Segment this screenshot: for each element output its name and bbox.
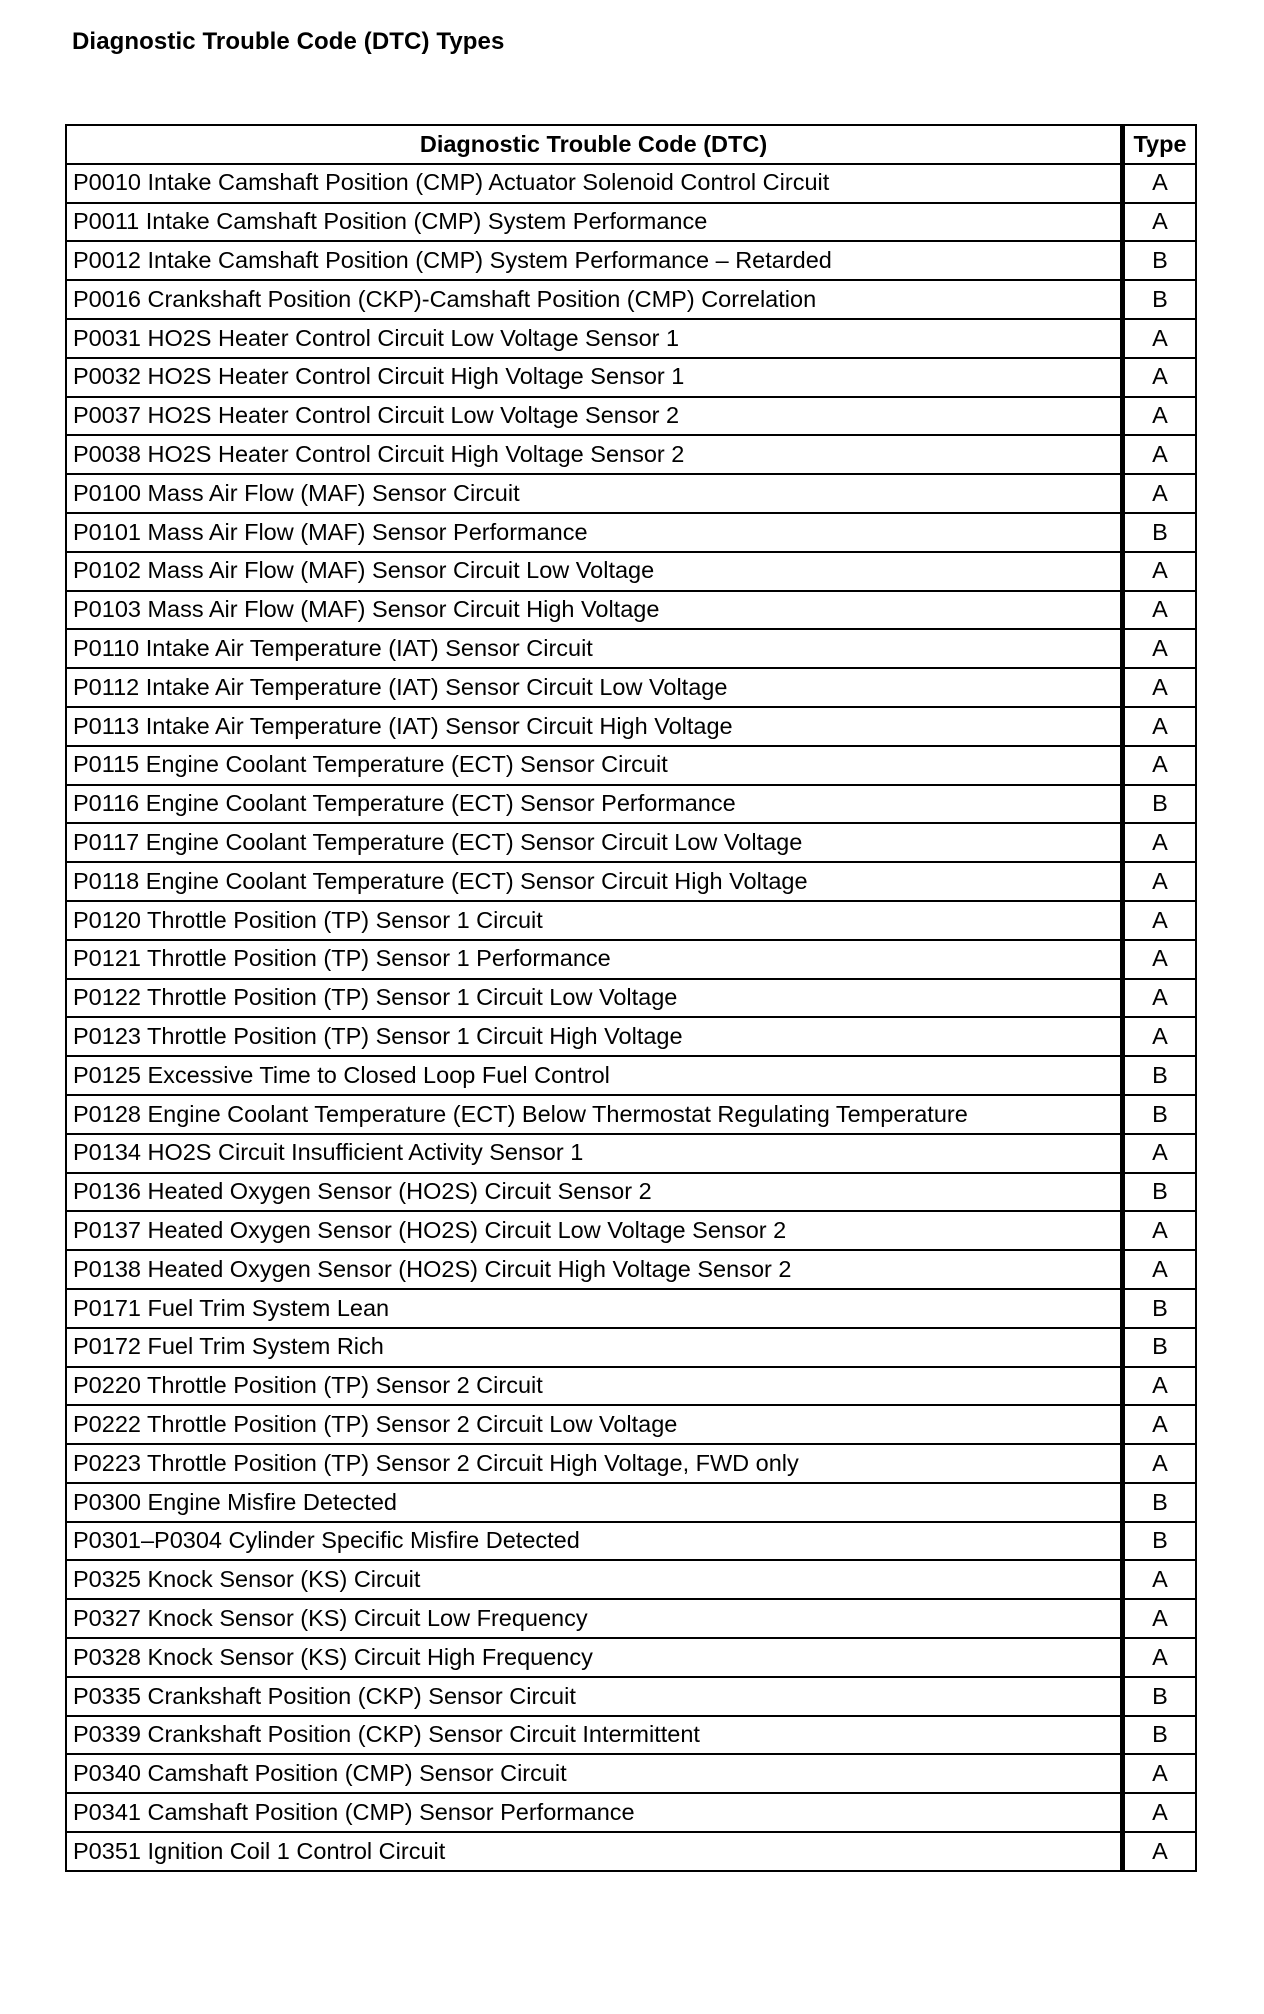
type-cell: A xyxy=(1123,629,1197,668)
type-cell: A xyxy=(1123,474,1197,513)
dtc-cell: P0137 Heated Oxygen Sensor (HO2S) Circuit Low Voltage Sensor 2 xyxy=(66,1211,1123,1250)
dtc-cell: P0116 Engine Coolant Temperature (ECT) Sensor Performance xyxy=(66,785,1123,824)
type-cell: B xyxy=(1123,1716,1197,1755)
table-row xyxy=(66,862,1196,901)
table-row xyxy=(66,319,1196,358)
table-row xyxy=(66,241,1196,280)
type-cell: A xyxy=(1123,979,1197,1018)
table-row xyxy=(66,1405,1196,1444)
type-cell: A xyxy=(1123,1754,1197,1793)
table-row xyxy=(66,1095,1196,1134)
dtc-cell: P0223 Throttle Position (TP) Sensor 2 Circuit High Voltage, FWD only xyxy=(66,1444,1123,1483)
dtc-cell: P0100 Mass Air Flow (MAF) Sensor Circuit xyxy=(66,474,1123,513)
dtc-cell: P0038 HO2S Heater Control Circuit High Voltage Sensor 2 xyxy=(66,435,1123,474)
table-row xyxy=(66,1017,1196,1056)
dtc-cell: P0010 Intake Camshaft Position (CMP) Actuator Solenoid Control Circuit xyxy=(66,164,1123,203)
type-cell: A xyxy=(1123,901,1197,940)
table-row xyxy=(66,552,1196,591)
table-row xyxy=(66,474,1196,513)
table-row xyxy=(66,1328,1196,1367)
table-row xyxy=(66,358,1196,397)
dtc-cell: P0339 Crankshaft Position (CKP) Sensor Circuit Intermittent xyxy=(66,1716,1123,1755)
dtc-cell: P0122 Throttle Position (TP) Sensor 1 Circuit Low Voltage xyxy=(66,979,1123,1018)
type-cell: A xyxy=(1123,397,1197,436)
type-cell: A xyxy=(1123,1638,1197,1677)
dtc-cell: P0011 Intake Camshaft Position (CMP) System Performance xyxy=(66,203,1123,242)
dtc-cell: P0101 Mass Air Flow (MAF) Sensor Performance xyxy=(66,513,1123,552)
table-row xyxy=(66,1793,1196,1832)
table-row xyxy=(66,1832,1196,1871)
type-cell: A xyxy=(1123,862,1197,901)
type-cell: B xyxy=(1123,1173,1197,1212)
type-cell: B xyxy=(1123,280,1197,319)
type-cell: A xyxy=(1123,940,1197,979)
table-header-row xyxy=(66,125,1196,164)
type-cell: A xyxy=(1123,1793,1197,1832)
type-cell: A xyxy=(1123,1134,1197,1173)
type-cell: A xyxy=(1123,746,1197,785)
table-row xyxy=(66,940,1196,979)
type-cell: B xyxy=(1123,513,1197,552)
table-row xyxy=(66,1716,1196,1755)
type-cell: A xyxy=(1123,707,1197,746)
table-row xyxy=(66,746,1196,785)
table-row xyxy=(66,1367,1196,1406)
type-cell: B xyxy=(1123,1677,1197,1716)
type-cell: A xyxy=(1123,1599,1197,1638)
dtc-cell: P0117 Engine Coolant Temperature (ECT) Sensor Circuit Low Voltage xyxy=(66,823,1123,862)
table-row xyxy=(66,1444,1196,1483)
dtc-table xyxy=(65,124,1197,1872)
dtc-cell: P0102 Mass Air Flow (MAF) Sensor Circuit Low Voltage xyxy=(66,552,1123,591)
type-cell: A xyxy=(1123,591,1197,630)
table-row xyxy=(66,1056,1196,1095)
type-cell: B xyxy=(1123,1328,1197,1367)
table-row xyxy=(66,785,1196,824)
dtc-cell: P0110 Intake Air Temperature (IAT) Sensor Circuit xyxy=(66,629,1123,668)
type-cell: A xyxy=(1123,1832,1197,1871)
type-cell: A xyxy=(1123,164,1197,203)
table-row xyxy=(66,1638,1196,1677)
column-header-dtc: Diagnostic Trouble Code (DTC) xyxy=(66,125,1123,164)
dtc-cell: P0125 Excessive Time to Closed Loop Fuel Control xyxy=(66,1056,1123,1095)
dtc-cell: P0138 Heated Oxygen Sensor (HO2S) Circuit High Voltage Sensor 2 xyxy=(66,1250,1123,1289)
table-row xyxy=(66,823,1196,862)
type-cell: A xyxy=(1123,319,1197,358)
table-row xyxy=(66,1289,1196,1328)
dtc-cell: P0171 Fuel Trim System Lean xyxy=(66,1289,1123,1328)
dtc-cell: P0327 Knock Sensor (KS) Circuit Low Frequency xyxy=(66,1599,1123,1638)
dtc-cell: P0340 Camshaft Position (CMP) Sensor Circuit xyxy=(66,1754,1123,1793)
dtc-cell: P0134 HO2S Circuit Insufficient Activity Sensor 1 xyxy=(66,1134,1123,1173)
table-row xyxy=(66,1134,1196,1173)
dtc-cell: P0032 HO2S Heater Control Circuit High Voltage Sensor 1 xyxy=(66,358,1123,397)
dtc-cell: P0325 Knock Sensor (KS) Circuit xyxy=(66,1560,1123,1599)
table-row xyxy=(66,1173,1196,1212)
table-row xyxy=(66,1754,1196,1793)
dtc-cell: P0120 Throttle Position (TP) Sensor 1 Circuit xyxy=(66,901,1123,940)
table-row xyxy=(66,164,1196,203)
table-row xyxy=(66,707,1196,746)
dtc-cell: P0031 HO2S Heater Control Circuit Low Voltage Sensor 1 xyxy=(66,319,1123,358)
dtc-cell: P0113 Intake Air Temperature (IAT) Sensor Circuit High Voltage xyxy=(66,707,1123,746)
dtc-cell: P0136 Heated Oxygen Sensor (HO2S) Circuit Sensor 2 xyxy=(66,1173,1123,1212)
dtc-cell: P0012 Intake Camshaft Position (CMP) System Performance – Retarded xyxy=(66,241,1123,280)
type-cell: A xyxy=(1123,1560,1197,1599)
page-title: Diagnostic Trouble Code (DTC) Types xyxy=(72,28,505,55)
dtc-cell: P0220 Throttle Position (TP) Sensor 2 Circuit xyxy=(66,1367,1123,1406)
table-row xyxy=(66,1250,1196,1289)
table-row xyxy=(66,1211,1196,1250)
dtc-cell: P0172 Fuel Trim System Rich xyxy=(66,1328,1123,1367)
type-cell: A xyxy=(1123,1405,1197,1444)
type-cell: A xyxy=(1123,668,1197,707)
dtc-cell: P0128 Engine Coolant Temperature (ECT) Below Thermostat Regulating Temperature xyxy=(66,1095,1123,1134)
dtc-cell: P0118 Engine Coolant Temperature (ECT) Sensor Circuit High Voltage xyxy=(66,862,1123,901)
type-cell: B xyxy=(1123,1483,1197,1522)
type-cell: B xyxy=(1123,1289,1197,1328)
table-row xyxy=(66,668,1196,707)
type-cell: B xyxy=(1123,1522,1197,1561)
dtc-cell: P0335 Crankshaft Position (CKP) Sensor Circuit xyxy=(66,1677,1123,1716)
table-row xyxy=(66,203,1196,242)
type-cell: B xyxy=(1123,785,1197,824)
table-row xyxy=(66,513,1196,552)
table-row xyxy=(66,435,1196,474)
dtc-cell: P0016 Crankshaft Position (CKP)-Camshaft Position (CMP) Correlation xyxy=(66,280,1123,319)
type-cell: A xyxy=(1123,1211,1197,1250)
dtc-cell: P0037 HO2S Heater Control Circuit Low Voltage Sensor 2 xyxy=(66,397,1123,436)
table-row xyxy=(66,397,1196,436)
table-row xyxy=(66,591,1196,630)
type-cell: B xyxy=(1123,1056,1197,1095)
dtc-cell: P0121 Throttle Position (TP) Sensor 1 Performance xyxy=(66,940,1123,979)
table-row xyxy=(66,979,1196,1018)
dtc-cell: P0300 Engine Misfire Detected xyxy=(66,1483,1123,1522)
dtc-cell: P0115 Engine Coolant Temperature (ECT) Sensor Circuit xyxy=(66,746,1123,785)
type-cell: B xyxy=(1123,241,1197,280)
table-row xyxy=(66,1599,1196,1638)
dtc-cell: P0112 Intake Air Temperature (IAT) Sensor Circuit Low Voltage xyxy=(66,668,1123,707)
table-row xyxy=(66,1522,1196,1561)
dtc-cell: P0341 Camshaft Position (CMP) Sensor Performance xyxy=(66,1793,1123,1832)
table-row xyxy=(66,901,1196,940)
dtc-cell: P0222 Throttle Position (TP) Sensor 2 Circuit Low Voltage xyxy=(66,1405,1123,1444)
table-row xyxy=(66,629,1196,668)
dtc-cell: P0103 Mass Air Flow (MAF) Sensor Circuit High Voltage xyxy=(66,591,1123,630)
type-cell: A xyxy=(1123,358,1197,397)
table-row xyxy=(66,280,1196,319)
type-cell: A xyxy=(1123,823,1197,862)
table-row xyxy=(66,1677,1196,1716)
type-cell: A xyxy=(1123,435,1197,474)
table-body xyxy=(66,164,1196,1871)
table-row xyxy=(66,1560,1196,1599)
dtc-cell: P0123 Throttle Position (TP) Sensor 1 Circuit High Voltage xyxy=(66,1017,1123,1056)
type-cell: A xyxy=(1123,552,1197,591)
type-cell: B xyxy=(1123,1095,1197,1134)
type-cell: A xyxy=(1123,203,1197,242)
type-cell: A xyxy=(1123,1017,1197,1056)
type-cell: A xyxy=(1123,1250,1197,1289)
table-row xyxy=(66,1483,1196,1522)
column-header-type: Type xyxy=(1123,125,1197,164)
dtc-cell: P0301–P0304 Cylinder Specific Misfire Detected xyxy=(66,1522,1123,1561)
dtc-cell: P0328 Knock Sensor (KS) Circuit High Frequency xyxy=(66,1638,1123,1677)
dtc-cell: P0351 Ignition Coil 1 Control Circuit xyxy=(66,1832,1123,1871)
type-cell: A xyxy=(1123,1367,1197,1406)
type-cell: A xyxy=(1123,1444,1197,1483)
